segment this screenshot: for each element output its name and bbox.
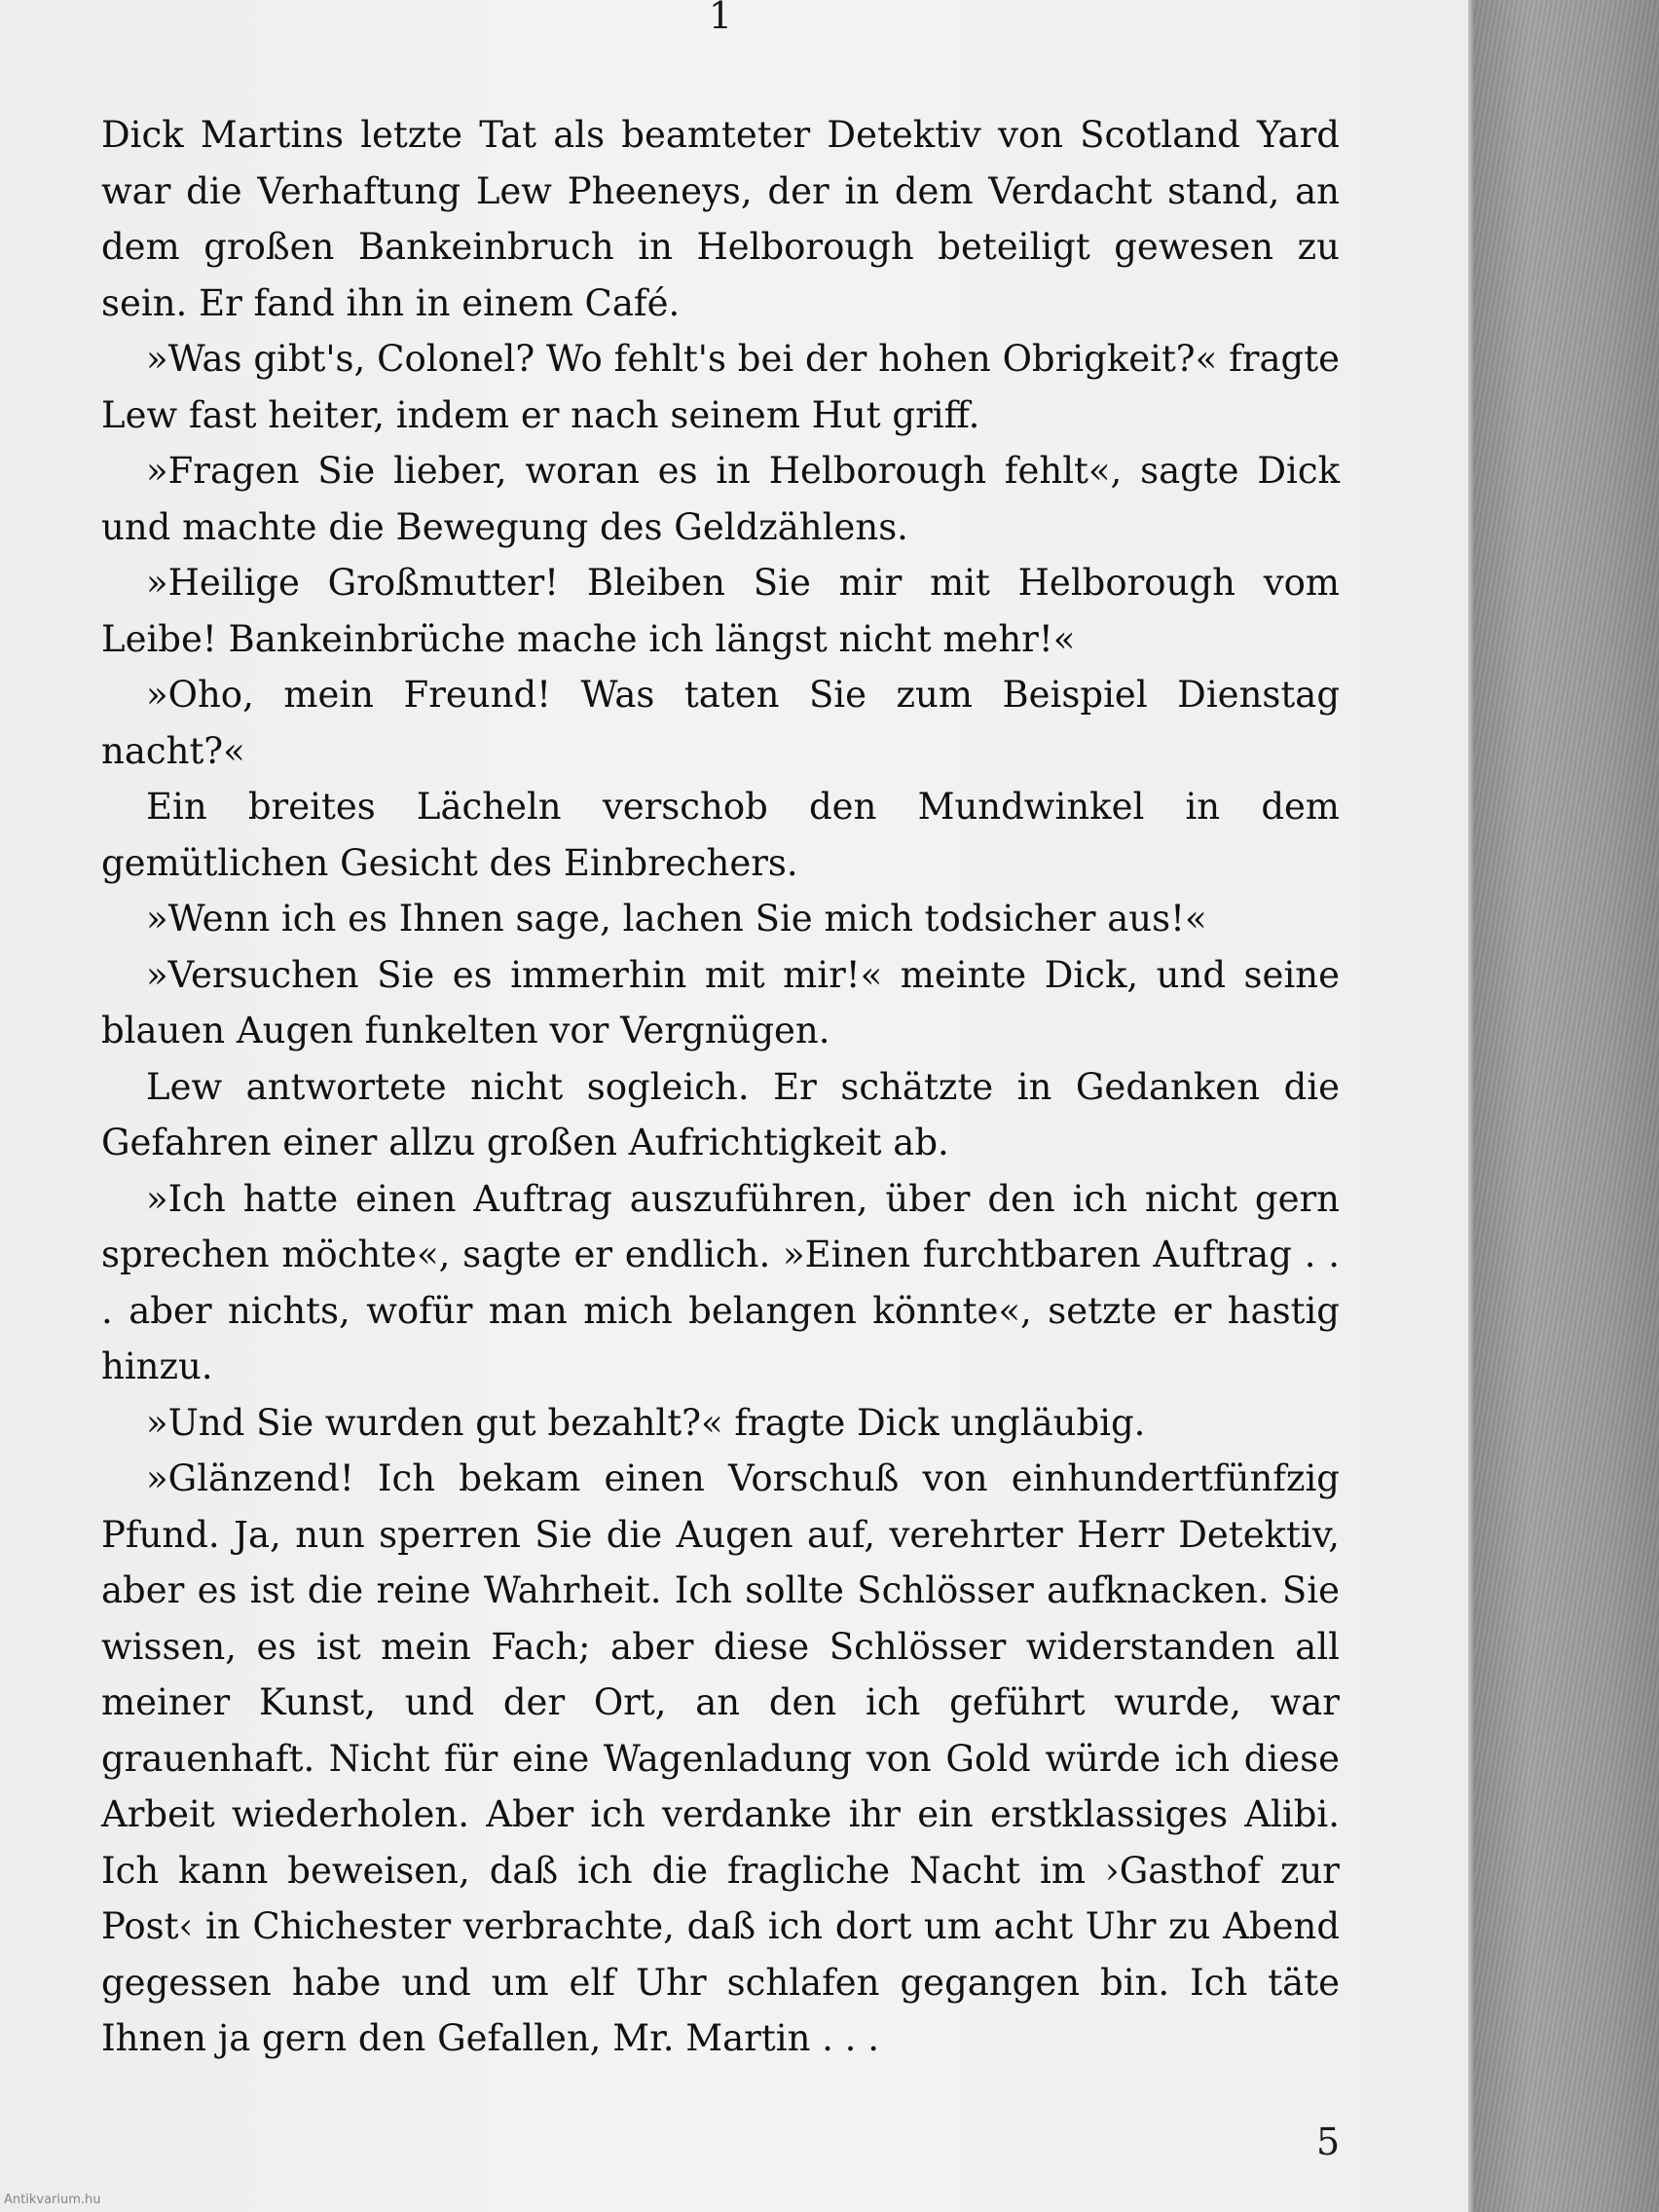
paragraph: Lew antwortete nicht sogleich. Er schätzte in Gedanken die Gefahren einer allzu großen Aufrichtigkeit ab. <box>101 1065 1340 1163</box>
page-header-number: 1 <box>708 0 733 37</box>
watermark: Antikvarium.hu <box>4 2193 101 2207</box>
paragraph: Ein breites Lächeln verschob den Mundwinkel in dem gemütlichen Gesicht des Einbrechers. <box>101 786 1340 884</box>
paragraph: »Und Sie wurden gut bezahlt?« fragte Dick ungläubig. <box>146 1401 1146 1444</box>
paragraph: »Wenn ich es Ihnen sage, lachen Sie mich todsicher aus!« <box>146 898 1207 940</box>
body-text <box>101 107 1340 2067</box>
paragraph: »Heilige Großmutter! Bleiben Sie mir mit Helborough vom Leibe! Bankeinbrüche mache ich längst nicht mehr!« <box>101 562 1340 660</box>
paragraph: »Was gibt's, Colonel? Wo fehlt's bei der hohen Obrigkeit?« fragte Lew fast heiter, indem er nach seinem Hut griff. <box>101 338 1340 436</box>
paragraph: »Oho, mein Freund! Was taten Sie zum Beispiel Dienstag nacht?« <box>101 674 1340 772</box>
paragraph: »Ich hatte einen Auftrag auszuführen, über den ich nicht gern sprechen möchte«, sagte er endlich. »Einen furchtbaren Auftrag . . . aber nichts, wofür man mich belangen könnte«, setzte er hastig hinzu. <box>101 1177 1340 1387</box>
paragraph: Dick Martins letzte Tat als beamteter Detektiv von Scotland Yard war die Verhaftung Lew Pheeneys, der in dem Verdacht stand, an dem großen Bankeinbruch in Helborough beteiligt gewesen zu sein. Er fand ihn in einem Café. <box>101 114 1340 324</box>
page-footer-number: 5 <box>1316 2120 1341 2163</box>
background-surface <box>1474 0 1659 2212</box>
paragraph: »Glänzend! Ich bekam einen Vorschuß von einhundertfünfzig Pfund. Ja, nun sperren Sie die Augen auf, verehrter Herr Detektiv, aber es ist die reine Wahrheit. Ich sollte Schlösser aufknacken. Sie wissen, es ist mein Fach; aber diese Schlösser widerstanden all meiner Kunst, und der Ort, an den ich geführt wurde, war grauenhaft. Nicht für eine Wagenladung von Gold würde ich diese Arbeit wiederholen. Aber ich verdanke ihr ein erstklassiges Alibi. Ich kann beweisen, daß ich die fragliche Nacht im ›Gasthof zur Post‹ in Chichester verbrachte, daß ich dort um acht Uhr zu Abend gegessen habe und um elf Uhr schlafen gegangen bin. Ich täte Ihnen ja gern den Gefallen, Mr. Martin . . . <box>101 1457 1340 2059</box>
paragraph: »Fragen Sie lieber, woran es in Helborough fehlt«, sagte Dick und machte die Bewegung des Geldzählens. <box>101 450 1340 548</box>
paragraph: »Versuchen Sie es immerhin mit mir!« meinte Dick, und seine blauen Augen funkelten vor Vergnügen. <box>101 953 1340 1051</box>
